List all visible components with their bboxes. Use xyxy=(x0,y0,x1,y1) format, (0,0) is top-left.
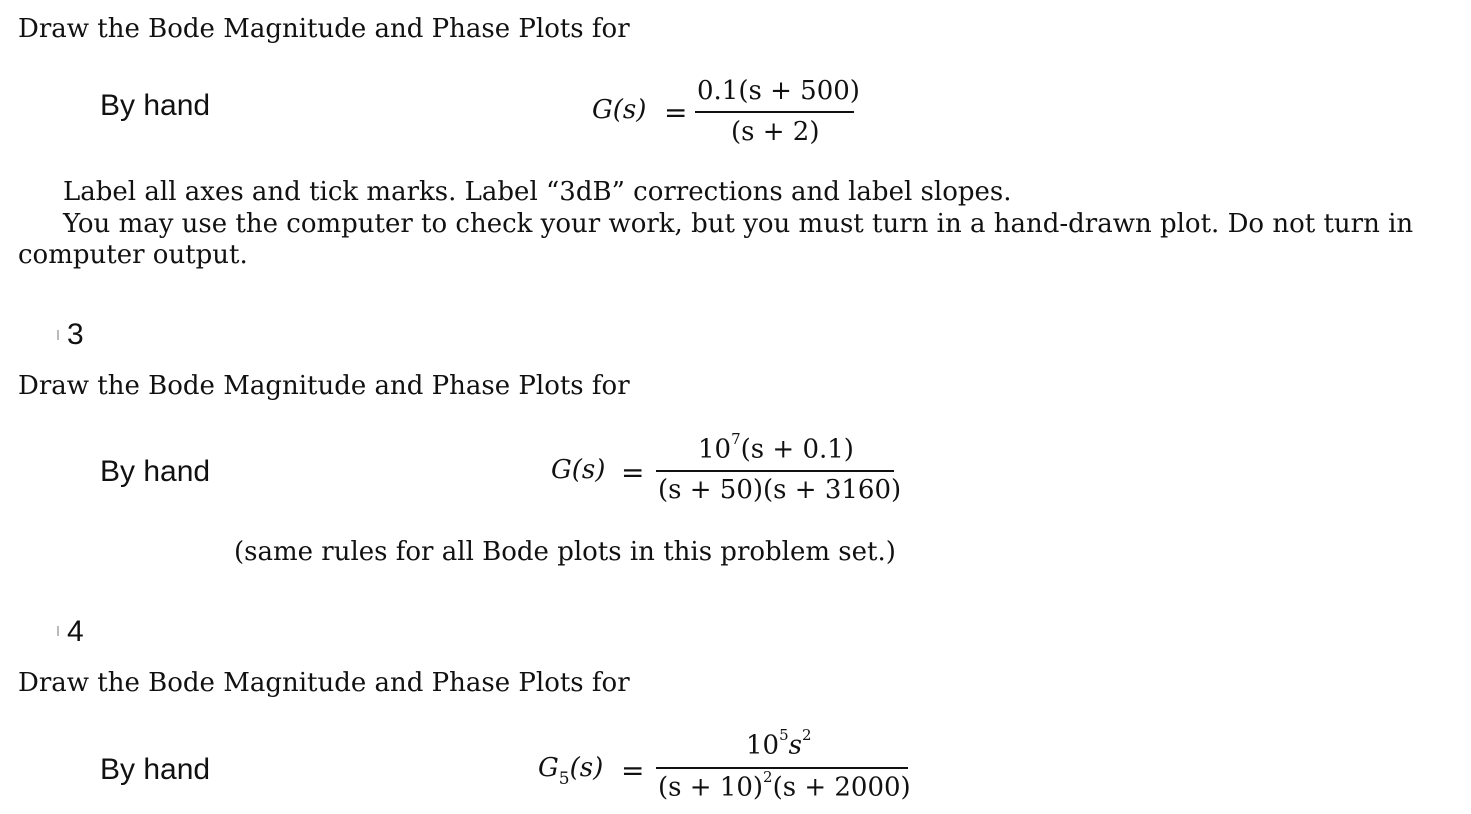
instructions-line: Label all axes and tick marks. Label “3dB” corrections and label slopes. xyxy=(63,177,1012,207)
numerator-factor: (s + 0.1) xyxy=(740,434,854,465)
by-hand-label: By hand xyxy=(100,753,211,786)
fraction-bar xyxy=(695,111,854,113)
fraction-bar xyxy=(656,767,908,769)
transfer-function-denominator: (s + 50)(s + 3160) xyxy=(658,475,902,505)
problem-heading: Draw the Bode Magnitude and Phase Plots for xyxy=(18,668,630,698)
problem-number: 4 xyxy=(67,615,84,648)
transfer-function-numerator: 0.1(s + 500) xyxy=(697,76,860,106)
numerator-base: 10 xyxy=(698,434,732,465)
numerator-variable: s xyxy=(788,730,802,761)
lhs-argument: (s) xyxy=(569,753,604,783)
lhs-subscript: 5 xyxy=(558,769,570,790)
transfer-function-numerator xyxy=(698,430,854,465)
problem-note: (same rules for all Bode plots in this problem set.) xyxy=(234,537,896,567)
numerator-exponent: 7 xyxy=(731,430,741,448)
equals-sign: = xyxy=(621,456,645,489)
instructions-line: You may use the computer to check your work, but you must turn in a hand-drawn plot. Do not turn in xyxy=(63,209,1414,239)
margin-tick xyxy=(57,626,59,636)
denominator-factor: (s + 10) xyxy=(658,772,764,803)
numerator-exponent: 5 xyxy=(779,726,789,744)
transfer-function-lhs xyxy=(538,753,604,790)
transfer-function-lhs: G(s) xyxy=(592,95,647,125)
by-hand-label: By hand xyxy=(100,455,211,488)
equals-sign: = xyxy=(664,96,688,129)
denominator-factor: (s + 2000) xyxy=(772,772,911,803)
fraction-bar xyxy=(656,470,894,472)
transfer-function-numerator xyxy=(746,726,812,761)
problem-heading: Draw the Bode Magnitude and Phase Plots for xyxy=(18,371,630,401)
denominator-exponent: 2 xyxy=(763,768,773,786)
transfer-function-denominator xyxy=(658,768,911,803)
transfer-function-lhs: G(s) xyxy=(551,455,606,485)
by-hand-label: By hand xyxy=(100,89,211,122)
equals-sign: = xyxy=(621,754,645,787)
margin-tick xyxy=(57,330,59,340)
transfer-function-denominator: (s + 2) xyxy=(731,117,820,147)
problem-number: 3 xyxy=(67,318,84,351)
instructions-line: computer output. xyxy=(18,240,248,270)
lhs-symbol: G xyxy=(538,753,559,783)
numerator-variable-exponent: 2 xyxy=(801,726,812,744)
numerator-base: 10 xyxy=(746,730,780,761)
problem-heading: Draw the Bode Magnitude and Phase Plots for xyxy=(18,14,630,44)
